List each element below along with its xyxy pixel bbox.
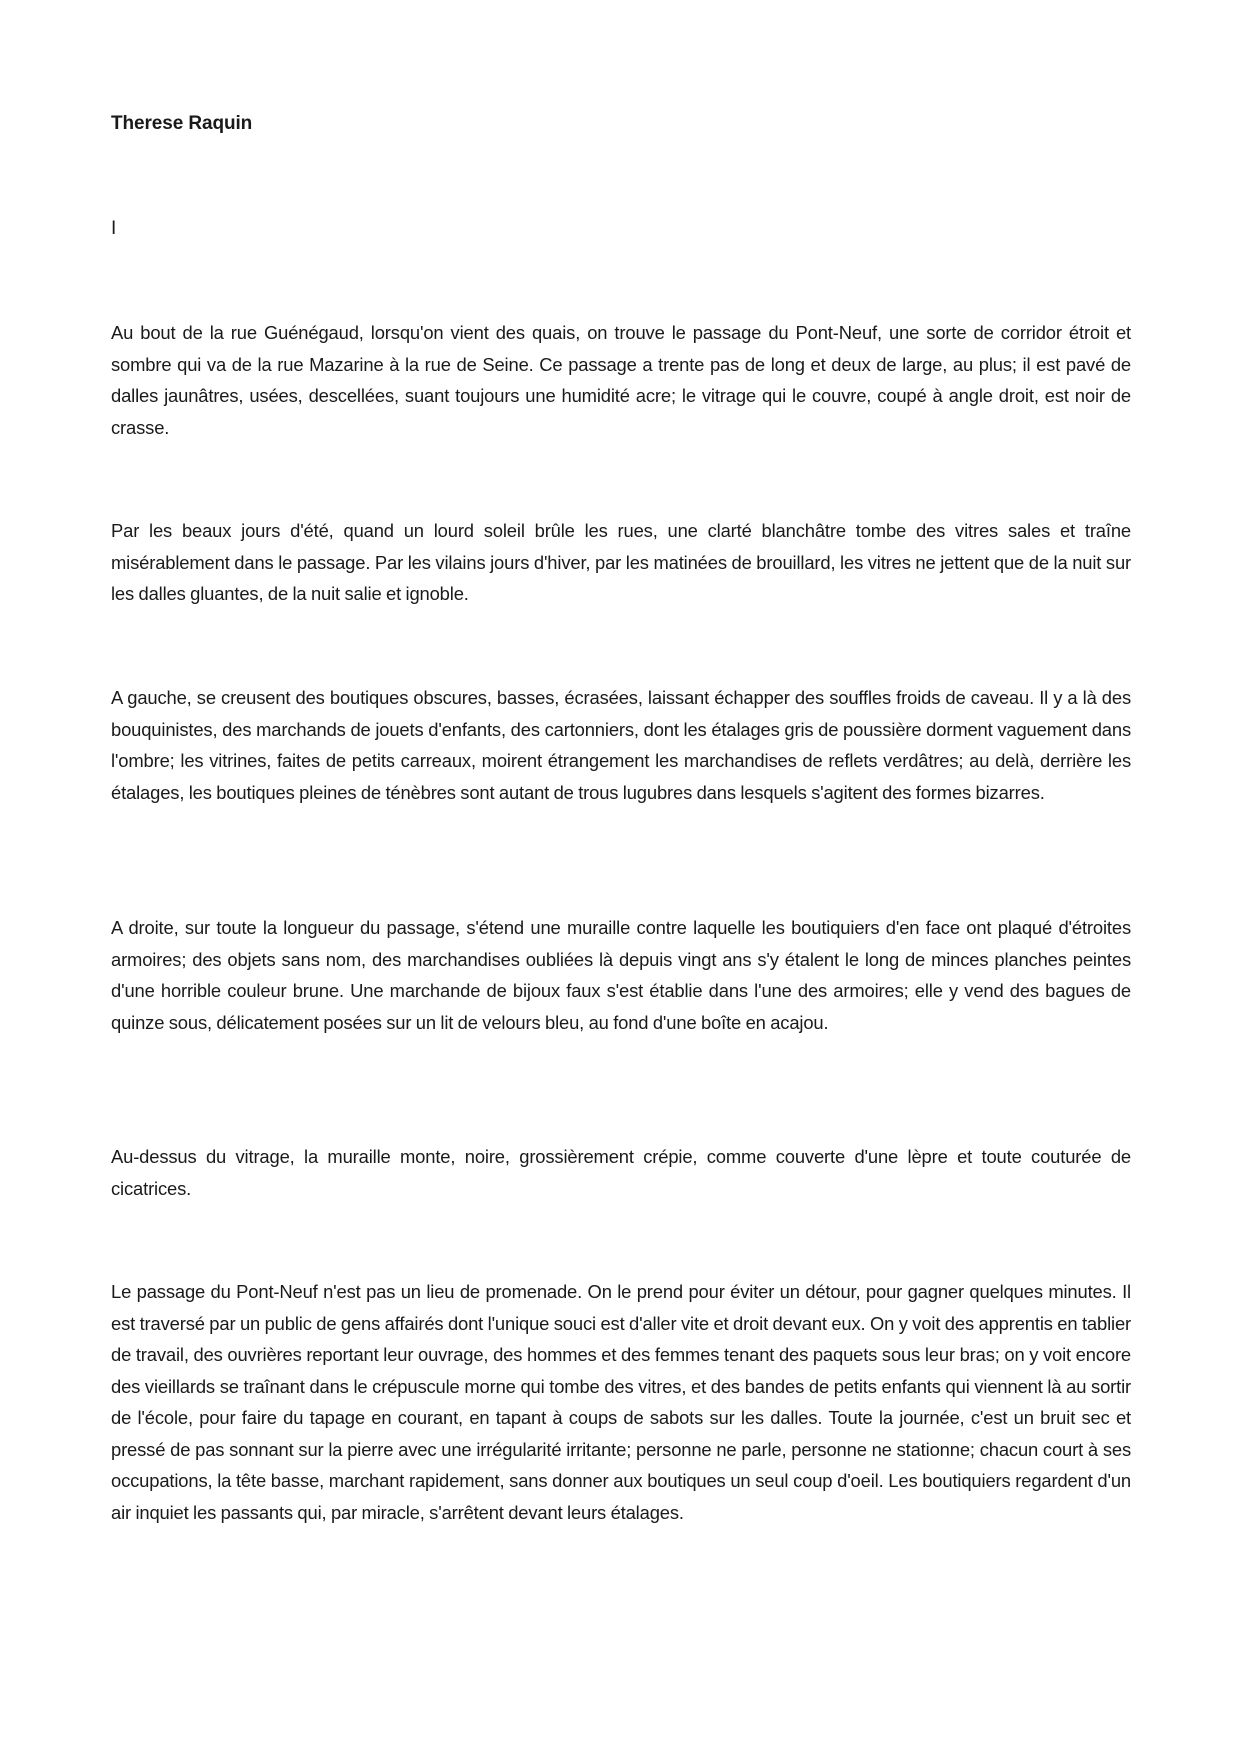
paragraph-5: Au-dessus du vitrage, la muraille monte, noire, grossièrement crépie, comme couverte d'une lèpre et toute couturée de cicatrices. [111, 1146, 1131, 1199]
paragraph-1: Au bout de la rue Guénégaud, lorsqu'on vient des quais, on trouve le passage du Pont-Neuf, une sorte de corridor étroit et sombre qui va de la rue Mazarine à la rue de Seine. Ce passage a trente pas de long et deux de large, au plus; il est pavé de dalles jaunâtres, usées, descellées, suant toujours une humidité acre; le vitrage qui le couvre, coupé à angle droit, est noir de crasse. [111, 322, 1131, 438]
chapter-number: I [111, 218, 117, 239]
paragraph-3: A gauche, se creusent des boutiques obscures, basses, écrasées, laissant échapper des souffles froids de caveau. Il y a là des bouquinistes, des marchands de jouets d'enfants, des cartonniers, dont les étalages gris de poussière dorment vaguement dans l'ombre; les vitrines, faites de petits carreaux, moirent étrangement les marchandises de reflets verdâtres; au delà, derrière les étalages, les boutiques pleines de ténèbres sont autant de trous lugubres dans lesquels s'agitent des formes bizarres. [111, 687, 1131, 803]
paragraph-6: Le passage du Pont-Neuf n'est pas un lieu de promenade. On le prend pour éviter un détour, pour gagner quelques minutes. Il est traversé par un public de gens affairés dont l'unique souci est d'aller vite et droit devant eux. On y voit des apprentis en tablier de travail, des ouvrières reportant leur ouvrage, des hommes et des femmes tenant des paquets sous leur bras; on y voit encore des vieillards se traînant dans le crépuscule morne qui tombe des vitres, et des bandes de petits enfants qui viennent là au sortir de l'école, pour faire du tapage en courant, en tapant à coups de sabots sur les dalles. Toute la journée, c'est un bruit sec et pressé de pas sonnant sur la pierre avec une irrégularité irritante; personne ne parle, personne ne stationne; chacun court à ses occupations, la tête basse, marchant rapidement, sans donner aux boutiques un seul coup d'oeil. Les boutiquiers regardent d'un air inquiet les passants qui, par miracle, s'arrêtent devant leurs étalages. [111, 1281, 1131, 1523]
document-title: Therese Raquin [111, 113, 253, 134]
paragraph-4: A droite, sur toute la longueur du passage, s'étend une muraille contre laquelle les boutiquiers d'en face ont plaqué d'étroites armoires; des objets sans nom, des marchandises oubliées là depuis vingt ans s'y étalent le long de minces planches peintes d'une horrible couleur brune. Une marchande de bijoux faux s'est établie dans l'une des armoires; elle y vend des bagues de quinze sous, délicatement posées sur un lit de velours bleu, au fond d'une boîte en acajou. [111, 917, 1131, 1033]
paragraph-2: Par les beaux jours d'été, quand un lourd soleil brûle les rues, une clarté blanchâtre tombe des vitres sales et traîne misérablement dans le passage. Par les vilains jours d'hiver, par les matinées de brouillard, les vitres ne jettent que de la nuit sur les dalles gluantes, de la nuit salie et ignoble. [111, 520, 1131, 604]
